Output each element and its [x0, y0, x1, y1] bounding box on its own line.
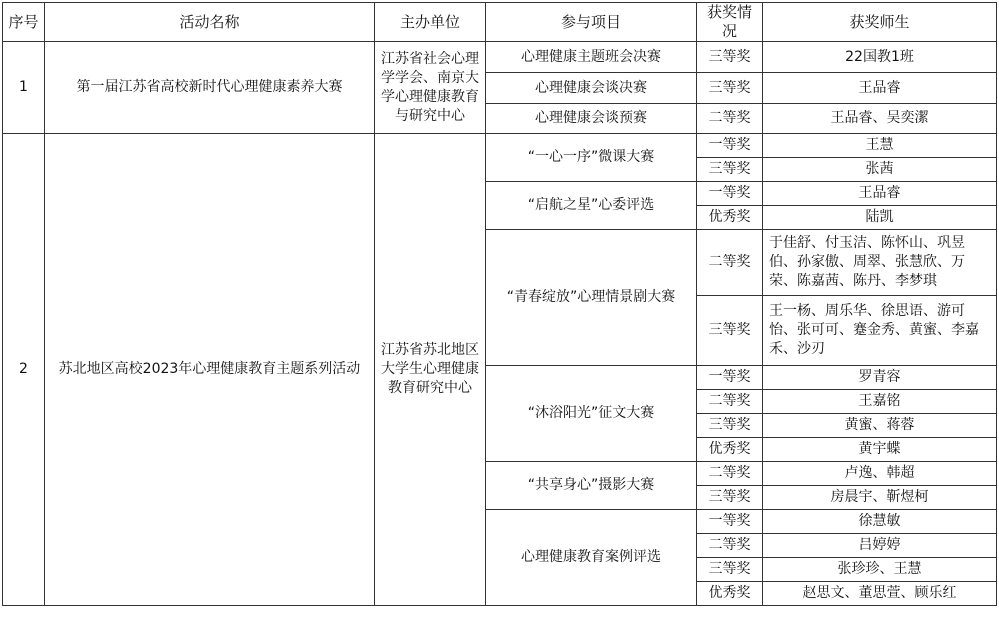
award-cell: 优秀奖 — [697, 206, 763, 230]
group1-organizer: 江苏省社会心理学学会、南京大学心理健康教育与研究中心 — [375, 42, 486, 134]
project-cell: “共享身心”摄影大赛 — [486, 462, 697, 510]
winner-cell: 罗青容 — [763, 366, 997, 390]
award-cell: 一等奖 — [697, 366, 763, 390]
winner-cell: 赵思文、董思萱、顾乐红 — [763, 582, 997, 606]
winner-cell: 房晨宇、靳煜柯 — [763, 486, 997, 510]
header-activity: 活动名称 — [45, 3, 375, 42]
award-cell: 三等奖 — [697, 558, 763, 582]
header-organizer: 主办单位 — [375, 3, 486, 42]
award-cell: 三等奖 — [697, 296, 763, 366]
winner-cell: 黄蜜、蒋蓉 — [763, 414, 997, 438]
award-cell: 二等奖 — [697, 230, 763, 296]
award-cell: 三等奖 — [697, 158, 763, 182]
award-cell: 一等奖 — [697, 134, 763, 158]
project-cell: “沐浴阳光”征文大赛 — [486, 366, 697, 462]
award-cell: 优秀奖 — [697, 582, 763, 606]
group2-index: 2 — [3, 134, 45, 606]
winner-cell: 王嘉铭 — [763, 390, 997, 414]
project-cell: 心理健康教育案例评选 — [486, 510, 697, 606]
group2-organizer: 江苏省苏北地区大学生心理健康教育研究中心 — [375, 134, 486, 606]
winner-cell: 于佳舒、付玉洁、陈怀山、巩昱伯、孙家傲、周翠、张慧欣、万荣、陈嘉茜、陈丹、李梦琪 — [763, 230, 997, 296]
winner-cell: 王一杨、周乐华、徐思语、游可怡、张可可、蹇金秀、黄蜜、李嘉禾、沙刃 — [763, 296, 997, 366]
winner-cell: 卢逸、韩超 — [763, 462, 997, 486]
group1-activity: 第一届江苏省高校新时代心理健康素养大赛 — [45, 42, 375, 134]
winner-cell: 徐慧敏 — [763, 510, 997, 534]
award-cell: 优秀奖 — [697, 438, 763, 462]
award-cell: 一等奖 — [697, 182, 763, 206]
project-cell: 心理健康会谈决赛 — [486, 73, 697, 104]
header-award: 获奖情况 — [697, 3, 763, 42]
project-cell: “一心一序”微课大赛 — [486, 134, 697, 182]
project-cell: 心理健康主题班会决赛 — [486, 42, 697, 73]
table-row — [3, 42, 997, 73]
header-project: 参与项目 — [486, 3, 697, 42]
winner-cell: 张茜 — [763, 158, 997, 182]
winner-cell: 陆凯 — [763, 206, 997, 230]
project-cell: 心理健康会谈预赛 — [486, 104, 697, 134]
award-cell: 三等奖 — [697, 73, 763, 104]
table-row — [3, 134, 997, 158]
awards-table — [2, 2, 997, 606]
winner-cell: 吕婷婷 — [763, 534, 997, 558]
award-cell: 二等奖 — [697, 104, 763, 134]
winner-cell: 王慧 — [763, 134, 997, 158]
award-cell: 二等奖 — [697, 534, 763, 558]
header-teacher: 获奖师生 — [763, 3, 997, 42]
winner-cell: 张珍珍、王慧 — [763, 558, 997, 582]
group2-activity: 苏北地区高校2023年心理健康教育主题系列活动 — [45, 134, 375, 606]
award-cell: 三等奖 — [697, 42, 763, 73]
header-row — [3, 3, 997, 42]
award-cell: 三等奖 — [697, 414, 763, 438]
award-cell: 二等奖 — [697, 390, 763, 414]
award-cell: 一等奖 — [697, 510, 763, 534]
award-cell: 三等奖 — [697, 486, 763, 510]
project-cell: “青春绽放”心理情景剧大赛 — [486, 230, 697, 366]
header-index: 序号 — [3, 3, 45, 42]
award-cell: 二等奖 — [697, 462, 763, 486]
winner-cell: 王品睿 — [763, 73, 997, 104]
group1-index: 1 — [3, 42, 45, 134]
winner-cell: 王品睿 — [763, 182, 997, 206]
winner-cell: 22国教1班 — [763, 42, 997, 73]
winner-cell: 黄宇蝶 — [763, 438, 997, 462]
winner-cell: 王品睿、吴奕潔 — [763, 104, 997, 134]
project-cell: “启航之星”心委评选 — [486, 182, 697, 230]
